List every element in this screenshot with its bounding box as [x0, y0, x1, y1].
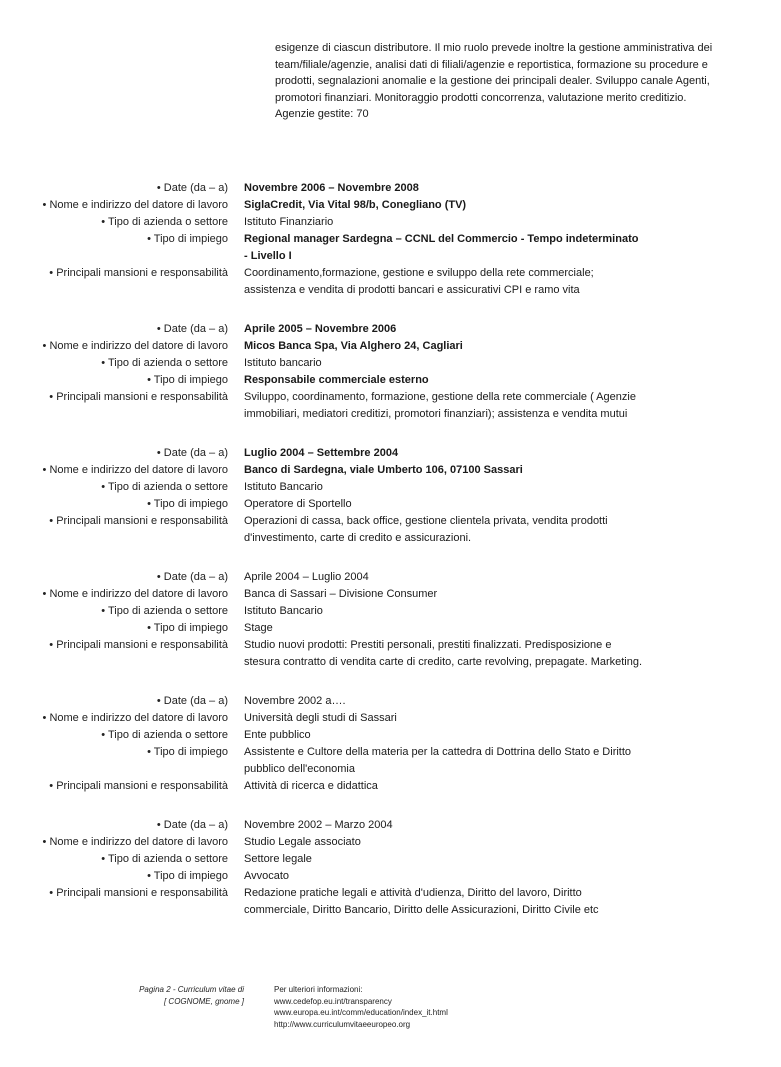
date-label: • Date (da – a)	[156, 447, 228, 459]
sector-label: • Tipo di azienda o settore	[101, 853, 228, 865]
date-label: • Date (da – a)	[156, 323, 228, 335]
date-value: Aprile 2005 – Novembre 2006	[244, 323, 397, 335]
footer-info-label: Per ulteriori informazioni:	[274, 985, 363, 994]
footer-info-links	[274, 984, 448, 1030]
date-label: • Date (da – a)	[156, 571, 228, 583]
date-label: • Date (da – a)	[156, 695, 228, 707]
employer-value: Università degli studi di Sassari	[244, 712, 397, 724]
job-value: Operatore di Sportello	[244, 498, 352, 510]
sector-label: • Tipo di azienda o settore	[101, 481, 228, 493]
employer-label: • Nome e indirizzo del datore di lavoro	[42, 199, 228, 211]
employer-value: Banco di Sardegna, viale Umberto 106, 07100 Sassari	[244, 464, 523, 476]
employer-label: • Nome e indirizzo del datore di lavoro	[42, 588, 228, 600]
employer-label: • Nome e indirizzo del datore di lavoro	[42, 712, 228, 724]
duties-value: Attività di ricerca e didattica	[244, 780, 378, 792]
job-label: • Tipo di impiego	[147, 498, 228, 510]
date-value: Novembre 2002 a….	[244, 695, 346, 707]
duties-label: • Principali mansioni e responsabilità	[49, 780, 228, 792]
duties-label: • Principali mansioni e responsabilità	[49, 639, 228, 651]
duties-value: Redazione pratiche legali e attività d'udienza, Diritto del lavoro, Diritto commerciale, Diritto Bancario, Diritto delle Assicurazioni, Diritto Civile etc	[244, 887, 599, 916]
employer-label: • Nome e indirizzo del datore di lavoro	[42, 340, 228, 352]
sector-value: Settore legale	[244, 853, 312, 865]
job-value: Assistente e Cultore della materia per la cattedra di Dottrina dello Stato e Diritto pubblico dell'economia	[244, 746, 632, 775]
sector-value: Ente pubblico	[244, 729, 311, 741]
job-label: • Tipo di impiego	[147, 870, 228, 882]
experience-entry	[0, 445, 781, 547]
footer-page-line: Pagina 2 - Curriculum vitae di	[139, 985, 244, 994]
sector-label: • Tipo di azienda o settore	[101, 216, 228, 228]
experience-entry	[0, 569, 781, 671]
date-value: Aprile 2004 – Luglio 2004	[244, 571, 369, 583]
date-label: • Date (da – a)	[156, 182, 228, 194]
footer-name-line: [ COGNOME, gnome ]	[163, 996, 244, 1006]
sector-value: Istituto Bancario	[244, 605, 323, 617]
job-value: Avvocato	[244, 870, 290, 882]
employer-label: • Nome e indirizzo del datore di lavoro	[42, 464, 228, 476]
job-label: • Tipo di impiego	[147, 746, 228, 758]
duties-label: • Principali mansioni e responsabilità	[49, 887, 228, 899]
sector-label: • Tipo di azienda o settore	[101, 729, 228, 741]
employer-value: Banca di Sassari – Divisione Consumer	[244, 588, 438, 600]
employer-value: Studio Legale associato	[244, 836, 361, 848]
experience-entry	[0, 180, 781, 299]
work-experience-list	[0, 180, 781, 941]
footer-link-cv-europeo[interactable]: http://www.curriculumvitaeeuropeo.org	[274, 1019, 411, 1029]
job-value: Responsabile commerciale esterno	[244, 374, 429, 386]
footer-link-cedefop[interactable]: www.cedefop.eu.int/transparency	[274, 996, 392, 1006]
job-label: • Tipo di impiego	[147, 374, 228, 386]
employer-value: Micos Banca Spa, Via Alghero 24, Cagliari	[244, 340, 463, 352]
intro-paragraph: esigenze di ciascun distributore. Il mio ruolo prevede inoltre la gestione amministrativa dei team/filiale/agenzie, analisi dati di filiali/agenzie e reportistica, formazione su procedure e prodotti, segnalazioni anomalie e la gestione dei principali dealer. Sviluppo canale Agenti, promotori finanziari. Monitoraggio prodotti concorrenza, valutazione merito creditizio. Agenzie gestite: 70	[275, 42, 713, 120]
duties-value: Coordinamento,formazione, gestione e sviluppo della rete commerciale; assistenza e vendita di prodotti bancari e assicurativi CPI e ramo vita	[244, 267, 594, 296]
duties-label: • Principali mansioni e responsabilità	[49, 515, 228, 527]
date-value: Novembre 2006 – Novembre 2008	[244, 182, 419, 194]
footer-link-europa[interactable]: www.europa.eu.int/comm/education/index_it.html	[274, 1008, 448, 1017]
sector-label: • Tipo di azienda o settore	[101, 605, 228, 617]
date-label: • Date (da – a)	[156, 819, 228, 831]
duties-value: Studio nuovi prodotti: Prestiti personali, prestiti finalizzati. Predisposizione e stesura contratto di vendita carte di credito, carte revolving, prepagate. Marketing.	[244, 639, 643, 668]
duties-label: • Principali mansioni e responsabilità	[49, 267, 228, 279]
date-value: Novembre 2002 – Marzo 2004	[244, 819, 393, 831]
duties-label: • Principali mansioni e responsabilità	[49, 391, 228, 403]
job-label: • Tipo di impiego	[147, 622, 228, 634]
experience-entry	[0, 321, 781, 423]
job-value: Regional manager Sardegna – CCNL del Commercio - Tempo indeterminato - Livello I	[244, 233, 639, 262]
employer-value: SiglaCredit, Via Vital 98/b, Conegliano (TV)	[244, 199, 467, 211]
experience-entry	[0, 693, 781, 795]
footer-page-info	[139, 984, 244, 1007]
duties-value: Operazioni di cassa, back office, gestione clientela privata, vendita prodotti d'investimento, carte di credito e assicurazioni.	[244, 515, 608, 544]
sector-value: Istituto Finanziario	[244, 216, 334, 228]
experience-entry	[0, 817, 781, 919]
job-label: • Tipo di impiego	[147, 233, 228, 245]
date-value: Luglio 2004 – Settembre 2004	[244, 447, 399, 459]
sector-label: • Tipo di azienda o settore	[101, 357, 228, 369]
employer-label: • Nome e indirizzo del datore di lavoro	[42, 836, 228, 848]
sector-value: Istituto bancario	[244, 357, 322, 369]
sector-value: Istituto Bancario	[244, 481, 323, 493]
job-value: Stage	[244, 622, 273, 634]
duties-value: Sviluppo, coordinamento, formazione, gestione della rete commerciale ( Agenzie immobiliari, mediatori creditizi, promotori finanziari); assistenza e vendita mutui	[244, 391, 636, 420]
